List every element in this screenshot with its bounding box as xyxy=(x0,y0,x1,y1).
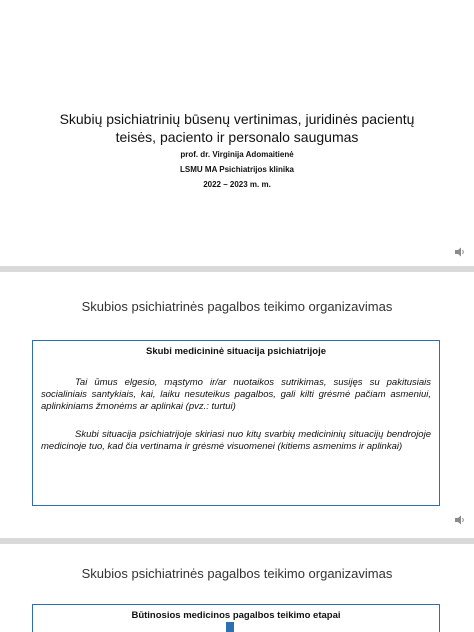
stages-box xyxy=(32,604,440,632)
title-line-1: Skubių psichiatrinių būsenų vertinimas, juridinės pacientų xyxy=(59,111,415,127)
title-line-2: teisės, paciento ir personalo saugumas xyxy=(115,129,359,145)
author: prof. dr. Virginija Adomaitienė xyxy=(180,150,294,159)
slide-1 xyxy=(0,0,474,266)
academic-year: 2022 – 2023 m. m. xyxy=(203,180,271,189)
flow-arrow-bar xyxy=(226,622,234,632)
presentation-title xyxy=(40,110,434,146)
box-title: Būtinosios medicinos pagalbos teikimo etapai xyxy=(131,610,341,621)
speaker-icon[interactable] xyxy=(454,514,466,526)
comparison-paragraph: Skubi situacija psichiatrijoje skiriasi nuo kitų svarbių medicininių situacijų bendrojoje medicinoje tuo, kad čia vertinama ir grėsmė visuomenei (kitiems asmenims ir aplinkai) xyxy=(41,429,431,452)
speaker-icon[interactable] xyxy=(454,246,466,258)
slide-heading: Skubios psichiatrinės pagalbos teikimo organizavimas xyxy=(81,566,393,581)
institution: LSMU MA Psichiatrijos klinika xyxy=(180,165,294,174)
definition-paragraph: Tai ūmus elgesio, mąstymo ir/ar nuotaikos sutrikimas, susijęs su pakitusiais socialiniais santykiais, kai, laiku nesuteikus pagalbos, gali kilti grėsmė pačiam asmeniui, aplinkiniams žmonėms ar aplinkai (pvz.: turtui) xyxy=(41,377,431,412)
definition-box xyxy=(32,340,440,506)
slide-3 xyxy=(0,544,474,632)
slide-2 xyxy=(0,272,474,538)
slide-heading: Skubios psichiatrinės pagalbos teikimo organizavimas xyxy=(81,299,393,314)
box-title: Skubi medicininė situacija psichiatrijoje xyxy=(145,346,327,357)
